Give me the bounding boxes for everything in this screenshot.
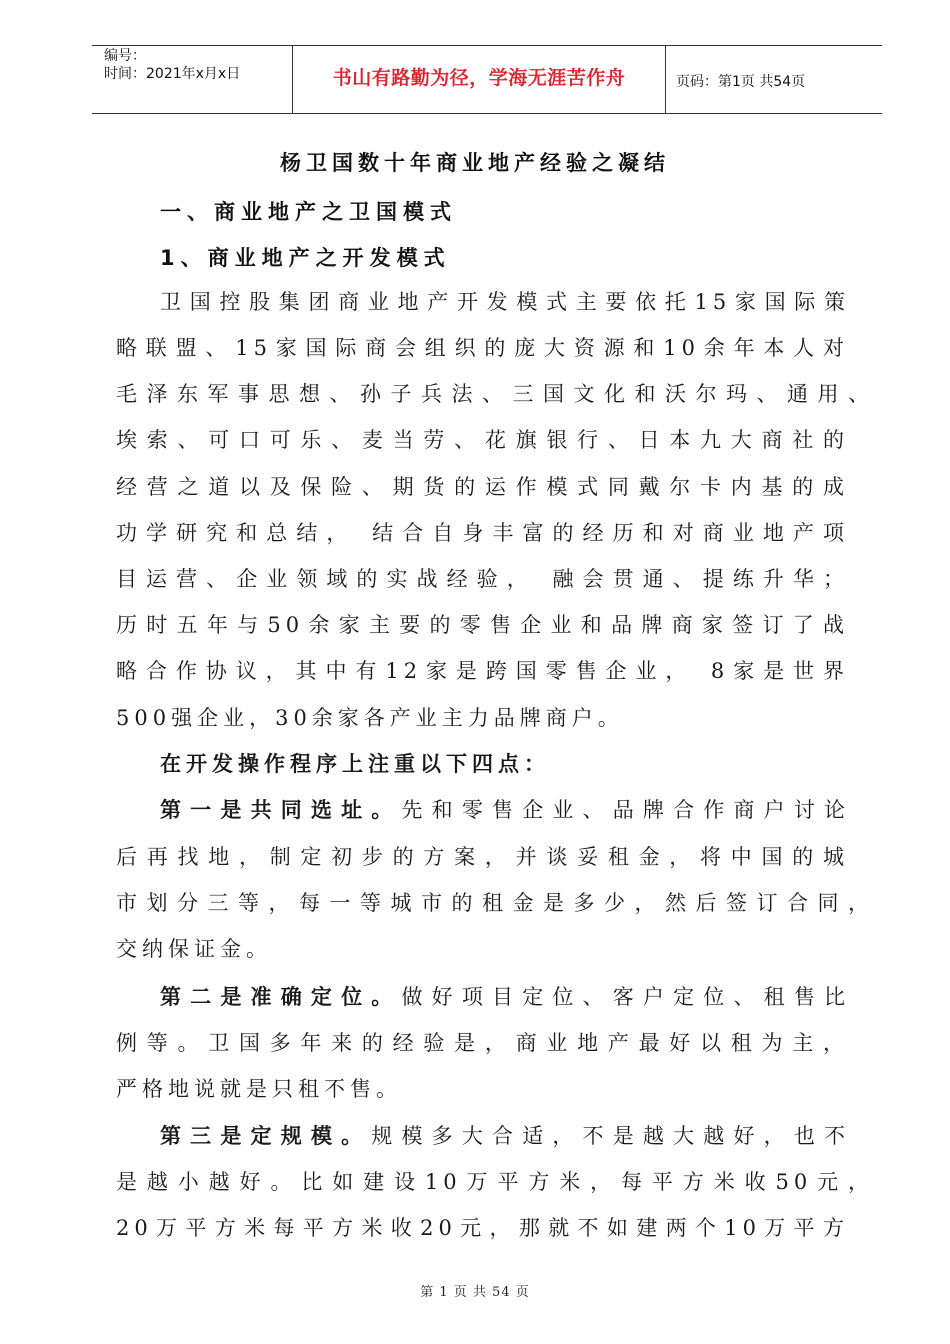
- point-one-lead: 第一是共同选址。: [160, 798, 402, 822]
- paragraph-line: 严格地说就是只租不售。: [116, 1077, 402, 1101]
- header-page-code: 页码：第1页 共54页: [676, 74, 806, 90]
- point-two-rest: 做好项目定位、客户定位、租售比: [401, 985, 851, 1009]
- paragraph-line: 功学研究和总结， 结合自身丰富的经历和对商业地产项: [116, 521, 849, 545]
- paragraph-line: 毛泽东军事思想、孙子兵法、三国文化和沃尔玛、通用、: [116, 382, 874, 406]
- time-label: 时间：2021年x月x日: [104, 66, 241, 82]
- paragraph-line: 后再找地，制定初步的方案，并谈妥租金，将中国的城: [116, 845, 849, 869]
- paragraph-line: 20万平方米每平方米收20元，那就不如建两个10万平方: [116, 1216, 849, 1240]
- section-heading: 一、商业地产之卫国模式: [160, 200, 457, 224]
- paragraph-line: 交纳保证金。: [116, 937, 272, 961]
- point-three-first-line: [160, 1121, 850, 1151]
- paragraph-line: 500强企业，30余家各产业主力品牌商户。: [116, 706, 624, 730]
- header-top-rule: [92, 45, 882, 46]
- paragraph-line: 卫国控股集团商业地产开发模式主要依托15家国际策: [160, 290, 850, 314]
- paragraph-line: 略合作协议，其中有12家是跨国零售企业， 8家是世界: [116, 659, 849, 683]
- paragraph-line: 市划分三等，每一等城市的租金是多少，然后签订合同，: [116, 891, 874, 915]
- focus-heading: 在开发操作程序上注重以下四点：: [160, 752, 550, 776]
- paragraph-line: 经营之道以及保险、期货的运作模式同戴尔卡内基的成: [116, 475, 849, 499]
- paragraph-line: 略联盟、15家国际商会组织的庞大资源和10余年本人对: [116, 336, 849, 360]
- header-motto: 书山有路勤为径，学海无涯苦作舟: [332, 67, 626, 89]
- point-one-rest: 先和零售企业、品牌合作商户讨论: [401, 798, 851, 822]
- paragraph-line: 例等。卫国多年来的经验是，商业地产最好以租为主，: [116, 1031, 849, 1055]
- paragraph-line: 是越小越好。比如建设10万平方米，每平方米收50元，: [116, 1170, 874, 1194]
- point-two-lead: 第二是准确定位。: [160, 985, 402, 1009]
- subsection-heading: 1、商业地产之开发模式: [160, 246, 451, 270]
- header-bottom-rule: [92, 113, 882, 114]
- header-divider-right: [665, 45, 666, 113]
- page-footer: 第 1 页 共 54 页: [420, 1285, 530, 1300]
- point-two-first-line: [160, 982, 850, 1012]
- document-title: 杨卫国数十年商业地产经验之凝结: [280, 151, 670, 175]
- paragraph-line: 目运营、企业领域的实战经验， 融会贯通、提练升华；: [116, 567, 849, 591]
- point-three-lead: 第三是定规模。: [160, 1124, 372, 1148]
- point-one-first-line: [160, 795, 850, 825]
- number-label: 编号：: [104, 48, 146, 64]
- paragraph-line: 历时五年与50余家主要的零售企业和品牌商家签订了战: [116, 613, 849, 637]
- paragraph-line: 埃索、可口可乐、麦当劳、花旗银行、日本九大商社的: [116, 428, 849, 452]
- point-three-rest: 规模多大合适，不是越大越好，也不: [371, 1124, 851, 1148]
- header-meta: [104, 47, 240, 83]
